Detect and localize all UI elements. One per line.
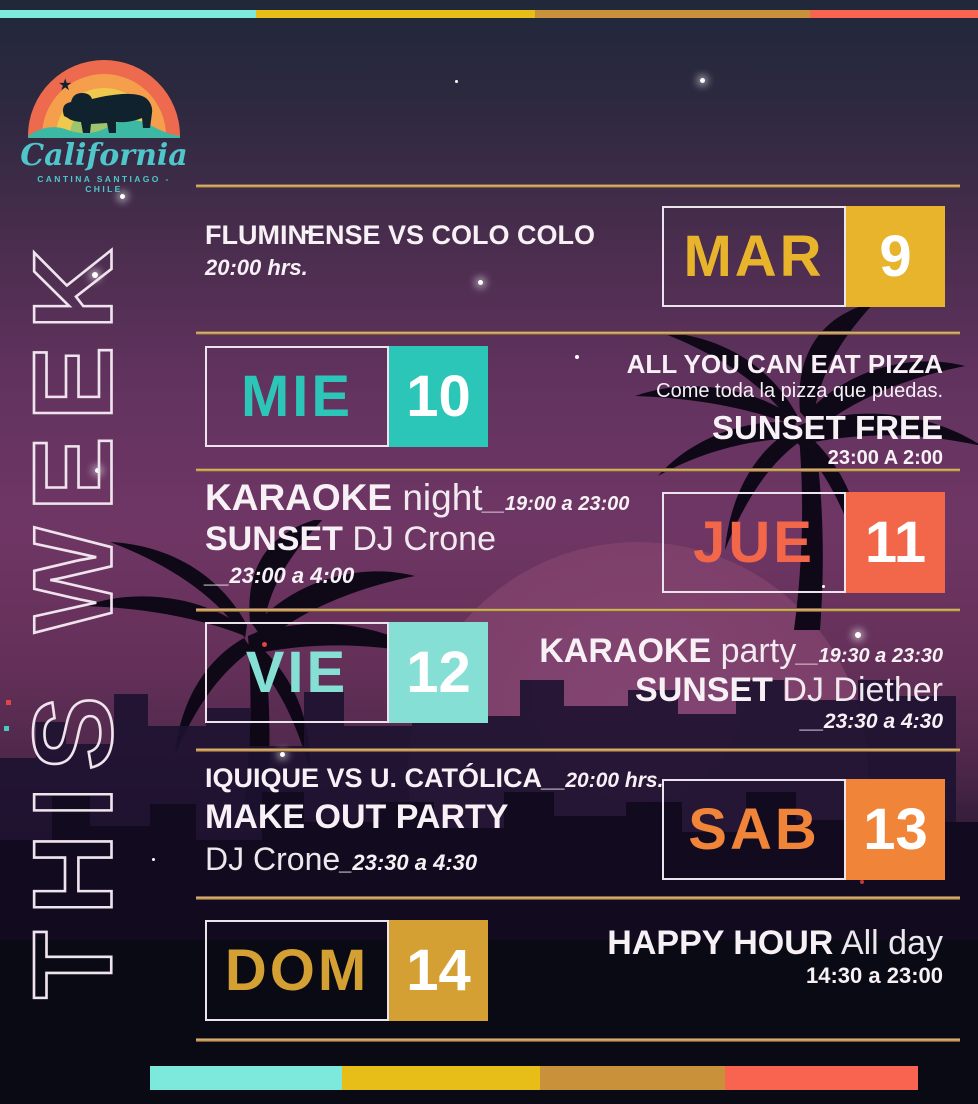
logo-sunset-bear-graphic <box>18 42 190 138</box>
section-divider <box>196 608 960 612</box>
bar-segment-gold <box>535 10 810 18</box>
event-mar9 <box>205 220 595 280</box>
day-number-mar: 9 <box>846 206 945 307</box>
bar-segment-yellow <box>342 1066 540 1090</box>
event-title-light: party <box>711 632 797 670</box>
event-time-2: __23:00 a 4:00 <box>205 562 355 588</box>
event-title-2: SUNSET FREE <box>711 408 943 446</box>
logo-name: California <box>20 138 188 173</box>
day-block-mar <box>662 206 945 307</box>
day-label-vie: VIE <box>205 622 389 723</box>
bar-segment-teal <box>150 1066 342 1090</box>
section-divider <box>196 331 960 335</box>
event-title-2: SUNSET <box>205 519 343 558</box>
event-time: __20:00 hrs. <box>542 769 664 792</box>
event-jue11 <box>205 477 629 588</box>
bar-segment-teal <box>0 10 256 18</box>
bar-segment-yellow <box>256 10 535 18</box>
event-title: IQUIQUE VS U. CATÓLICA <box>205 763 543 793</box>
top-color-bar <box>0 10 978 18</box>
day-block-jue <box>662 492 945 593</box>
event-title-light: night <box>392 477 483 518</box>
day-block-vie <box>205 622 488 723</box>
event-time: 20:00 hrs. <box>205 255 308 281</box>
day-block-sab <box>662 779 945 880</box>
section-divider <box>196 1038 960 1042</box>
event-title-2: SUNSET <box>635 671 773 710</box>
day-label-mar: MAR <box>662 206 846 307</box>
day-label-jue: JUE <box>662 492 846 593</box>
section-divider <box>196 748 960 752</box>
day-number-dom: 14 <box>389 920 488 1021</box>
star-sparkle <box>280 752 285 757</box>
event-title: KARAOKE <box>539 632 712 670</box>
event-sab13 <box>205 763 663 878</box>
logo-star-icon: ★ <box>58 77 73 94</box>
event-title-light: All day <box>833 924 943 962</box>
day-block-dom <box>205 920 488 1021</box>
bar-segment-coral <box>725 1066 918 1090</box>
logo-subtitle: CANTINA SANTIAGO - CHILE <box>37 174 171 194</box>
event-time: __19:30 a 23:30 <box>796 645 943 667</box>
day-label-dom: DOM <box>205 920 389 1021</box>
section-divider <box>196 896 960 900</box>
event-title: HAPPY HOUR <box>607 924 834 962</box>
day-number-mie: 10 <box>389 346 488 447</box>
event-dj: DJ Crone <box>205 841 341 878</box>
bottom-color-bar <box>150 1066 918 1090</box>
star-sparkle <box>455 80 458 83</box>
event-title: KARAOKE <box>205 477 393 518</box>
event-dom14 <box>607 924 943 988</box>
star-sparkle <box>478 280 483 285</box>
section-divider <box>196 184 960 188</box>
day-number-sab: 13 <box>846 779 945 880</box>
event-time-2: _23:30 a 4:30 <box>340 850 478 876</box>
event-time: 14:30 a 23:00 <box>806 963 943 989</box>
event-mie10 <box>627 350 943 470</box>
star-sparkle <box>152 858 155 861</box>
day-label-sab: SAB <box>662 779 846 880</box>
event-vie12 <box>539 632 943 734</box>
day-number-vie: 12 <box>389 622 488 723</box>
event-time: __19:00 a 23:00 <box>482 493 630 515</box>
event-title: ALL YOU CAN EAT PIZZA <box>626 349 943 379</box>
day-block-mie <box>205 346 488 447</box>
event-subtitle: Come toda la pizza que puedas. <box>656 379 943 402</box>
building-light <box>860 880 864 884</box>
this-week-banner <box>8 192 138 1040</box>
day-number-jue: 11 <box>846 492 945 593</box>
event-dj: DJ Diether <box>772 671 943 710</box>
day-label-mie: MIE <box>205 346 389 447</box>
bar-segment-gold <box>540 1066 725 1090</box>
event-time-2: __23:30 a 4:30 <box>800 710 943 734</box>
event-title-2: MAKE OUT PARTY <box>205 798 509 837</box>
this-week-text: THIS WEEK <box>10 232 136 1000</box>
california-cantina-logo <box>18 42 190 192</box>
event-time: 23:00 A 2:00 <box>827 446 943 469</box>
star-sparkle <box>575 355 579 359</box>
bar-segment-coral <box>810 10 978 18</box>
star-sparkle <box>700 78 705 83</box>
event-dj: DJ Crone <box>342 519 496 558</box>
event-title: FLUMINENSE VS COLO COLO <box>205 220 596 250</box>
